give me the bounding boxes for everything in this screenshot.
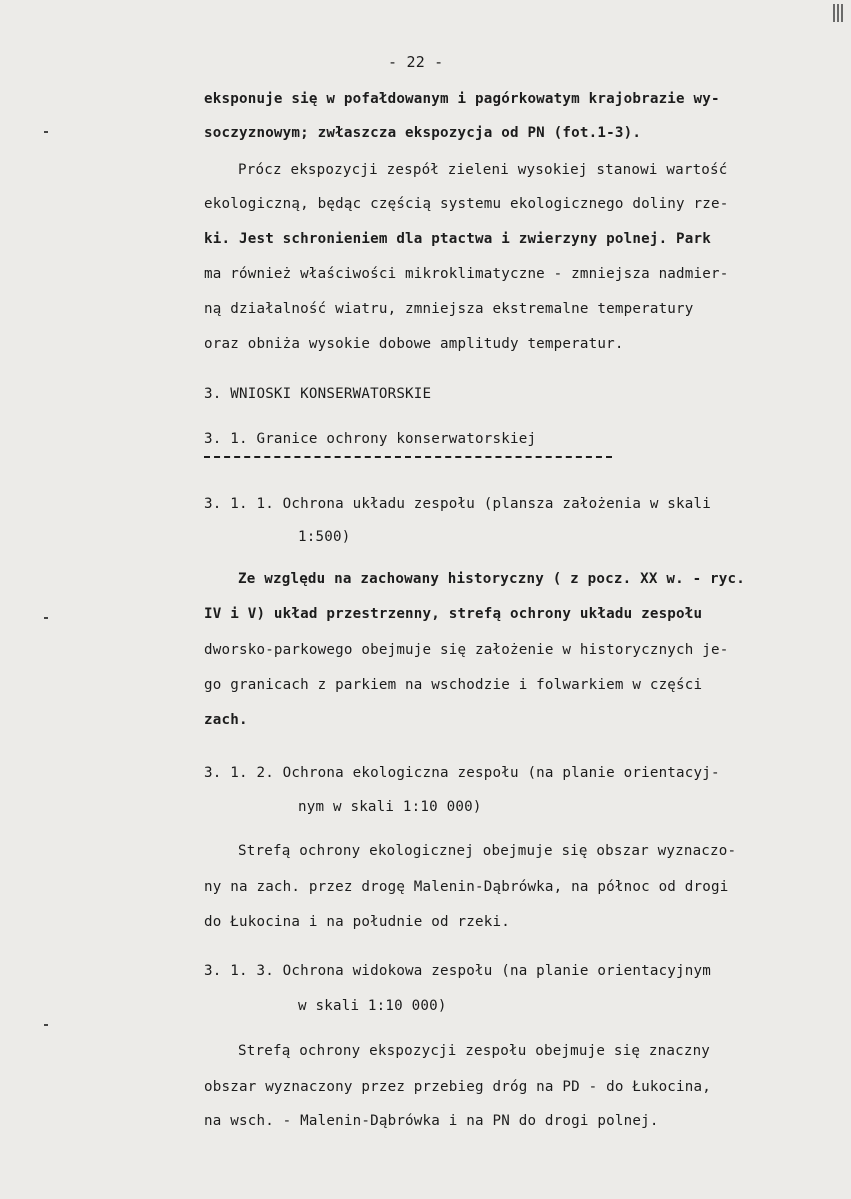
page-number: - 22 -	[388, 53, 444, 71]
margin-mark	[44, 1024, 48, 1026]
scan-corner-artifact	[833, 4, 845, 22]
subsection-heading: 3. 1. 3. Ochrona widokowa zespołu (na planie orientacyjnym	[204, 963, 712, 979]
text-line: Strefą ochrony ekologicznej obejmuje się obszar wyznaczo-	[238, 843, 737, 859]
margin-mark	[44, 131, 48, 133]
text-line: na wsch. - Malenin-Dąbrówka i na PN do drogi polnej.	[204, 1113, 659, 1129]
text-line: ki. Jest schronieniem dla ptactwa i zwierzyny polnej. Park	[204, 231, 712, 247]
text-line: ekologiczną, będąc częścią systemu ekologicznego doliny rze-	[204, 196, 729, 212]
text-line: ma również właściwości mikroklimatyczne - zmniejsza nadmier-	[204, 266, 729, 282]
text-line: obszar wyznaczony przez przebieg dróg na PD - do Łukocina,	[204, 1079, 712, 1095]
subsection-heading: nym w skali 1:10 000)	[298, 799, 482, 815]
subsection-heading: 3. 1. 2. Ochrona ekologiczna zespołu (na planie orientacyj-	[204, 765, 720, 781]
subsection-heading: 3. 1. Granice ochrony konserwatorskiej	[204, 431, 537, 447]
text-line: ną działalność wiatru, zmniejsza ekstremalne temperatury	[204, 301, 694, 317]
text-line: Ze względu na zachowany historyczny ( z pocz. XX w. - ryc.	[238, 571, 746, 587]
heading-underline	[204, 456, 612, 458]
text-line: do Łukocina i na południe od rzeki.	[204, 914, 510, 930]
text-line: soczyznowym; zwłaszcza ekspozycja od PN (fot.1-3).	[204, 125, 642, 141]
text-line: zach.	[204, 712, 248, 728]
text-line: Strefą ochrony ekspozycji zespołu obejmuje się znaczny	[238, 1043, 711, 1059]
text-line: go granicach z parkiem na wschodzie i folwarkiem w części	[204, 677, 703, 693]
text-line: ny na zach. przez drogę Malenin-Dąbrówka, na północ od drogi	[204, 879, 729, 895]
margin-mark	[44, 617, 48, 619]
text-line: dworsko-parkowego obejmuje się założenie w historycznych je-	[204, 642, 729, 658]
text-line: oraz obniża wysokie dobowe amplitudy temperatur.	[204, 336, 624, 352]
text-line: eksponuje się w pofałdowanym i pagórkowatym krajobrazie wy-	[204, 91, 720, 107]
section-heading: 3. WNIOSKI KONSERWATORSKIE	[204, 386, 432, 402]
subsection-heading: 3. 1. 1. Ochrona układu zespołu (plansza założenia w skali	[204, 496, 712, 512]
subsection-heading: w skali 1:10 000)	[298, 998, 447, 1014]
text-line: IV i V) układ przestrzenny, strefą ochrony układu zespołu	[204, 606, 703, 622]
text-line: Prócz ekspozycji zespół zieleni wysokiej stanowi wartość	[238, 162, 728, 178]
subsection-heading: 1:500)	[298, 529, 351, 545]
